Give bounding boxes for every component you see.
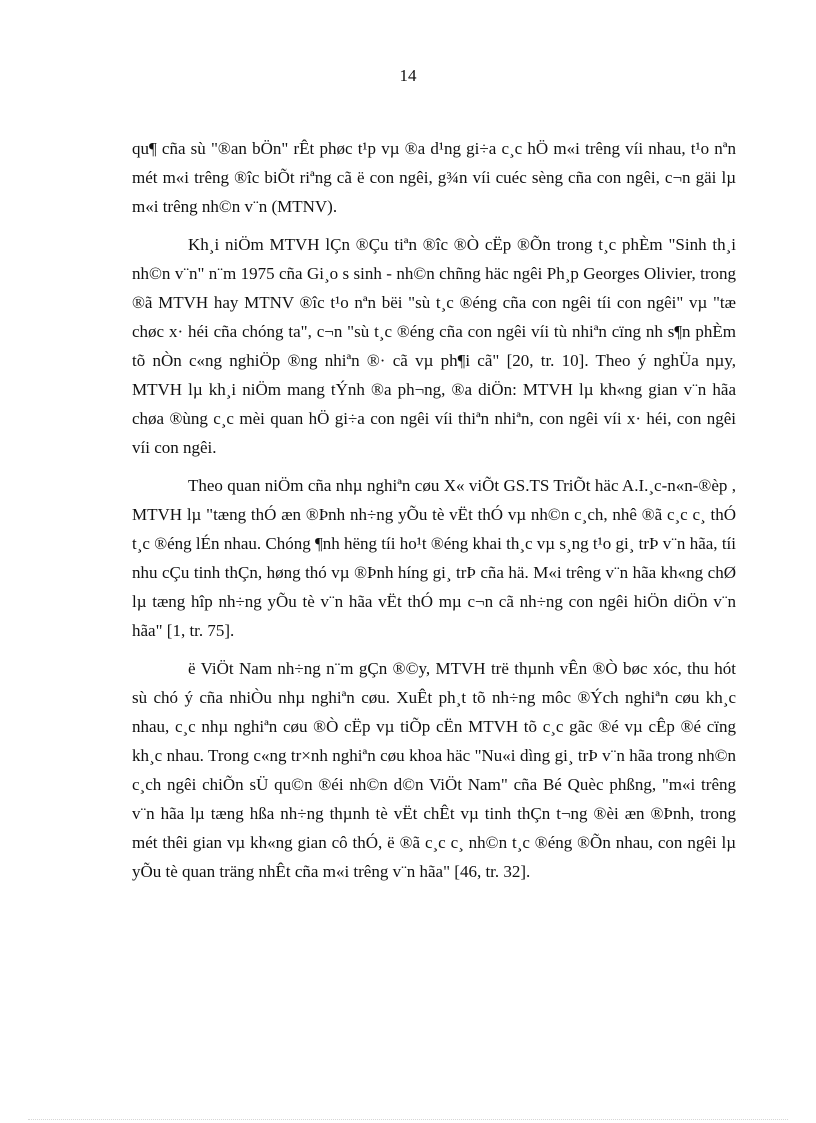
paragraph-concept-definition: Kh¸i niÖm MTVH lÇn ®Çu tiªn ®îc ®Ò cËp ®Õn trong t¸c phÈm "Sinh th¸i nh©n v¨n" n¨m 1975 cña Gi¸o s sinh - nh©n chñng häc ngêi Ph¸p Georges Olivier, trong ®ã MTVH hay MTNV ®îc t¹o nªn bëi "sù t¸c ®éng cña con ngêi tíi con ngêi" vµ "tæ chøc x· héi cña chóng ta", c¬n "sù t¸c ®éng cña con ngêi víi tù nhiªn cïng nh s¶n phÈm tõ nÒn c«ng nghiÖp ®ng nhiªn ®· cã vµ ph¶i cã" [20, tr. 10]. Theo ý nghÜa nµy, MTVH lµ kh¸i niÖm mang tÝnh ®a ph¬ng, ®a diÖn: MTVH lµ kh«ng gian v¨n hãa chøa ®ùng c¸c mèi quan hÖ gi÷a con ngêi víi thiªn nhiªn, con ngêi víi x· héi, con ngêi víi con ngêi. — [132, 235, 736, 457]
paragraph-vietnam-research: ë ViÖt Nam nh÷ng n¨m gÇn ®©y, MTVH trë thµnh vÊn ®Ò bøc xóc, thu hót sù chó ý cña nhiÒu nhµ nghiªn cøu. XuÊt ph¸t tõ nh÷ng môc ®Ých nghiªn cøu kh¸c nhau, c¸c nhµ nghiªn cøu ®Ò cËp vµ tiÕp cËn MTVH tõ c¸c gãc ®é vµ cÊp ®é cïng kh¸c nhau. Trong c«ng tr×nh nghiªn cøu khoa häc "Nu«i dìng gi¸ trÞ v¨n hãa trong nh©n c¸ch ngêi chiÕn sÜ qu©n ®éi nh©n d©n ViÖt Nam" cña Bé Quèc phßng, "m«i trêng v¨n hãa lµ tæng hßa nh÷ng thµnh tè vËt chÊt vµ tinh thÇn t¬ng ®èi æn ®Þnh, trong mét thêi gian vµ kh«ng gian cô thÓ, ë ®ã c¸c c¸ nh©n t¸c ®éng ®Õn nhau, con ngêi lµ yÕu tè quan träng nhÊt cña m«i trêng v¨n hãa" [46, tr. 32]. — [132, 659, 736, 881]
page-number: 14 — [399, 66, 417, 85]
paragraph-soviet-view: Theo quan niÖm cña nhµ nghiªn cøu X« viÕt GS.TS TriÕt häc A.I.¸c-n«n-®èp , MTVH lµ "tæng thÓ æn ®Þnh nh÷ng yÕu tè vËt thÓ vµ nh©n c¸ch, nhê ®ã c¸c c¸ thÓ t¸c ®éng lÉn nhau. Chóng ¶nh hëng tíi ho¹t ®éng khai th¸c vµ s¸ng t¹o gi¸ trÞ v¨n hãa, tíi nhu cÇu tinh thÇn, høng thó vµ ®Þnh híng gi¸ trÞ cña hä. M«i trêng v¨n hãa kh«ng chØ lµ tæng hîp nh÷ng yÕu tè v¨n hãa vËt thÓ mµ c¬n cã nh÷ng con ngêi hiÖn diÖn v¨n hãa" [1, tr. 75]. — [132, 476, 736, 640]
body-text — [132, 134, 736, 886]
page-bottom-rule — [28, 1119, 788, 1120]
paragraph-continuation: qu¶ cña sù "®an bÖn" rÊt phøc t¹p vµ ®a d¹ng gi÷a c¸c hÖ m«i trêng víi nhau, t¹o nªn mét m«i trêng ®îc biÕt riªng cã ë con ngêi, g¾n víi cuéc sèng cña con ngêi, c¬n gäi lµ m«i trêng nh©n v¨n (MTNV). — [132, 139, 736, 216]
